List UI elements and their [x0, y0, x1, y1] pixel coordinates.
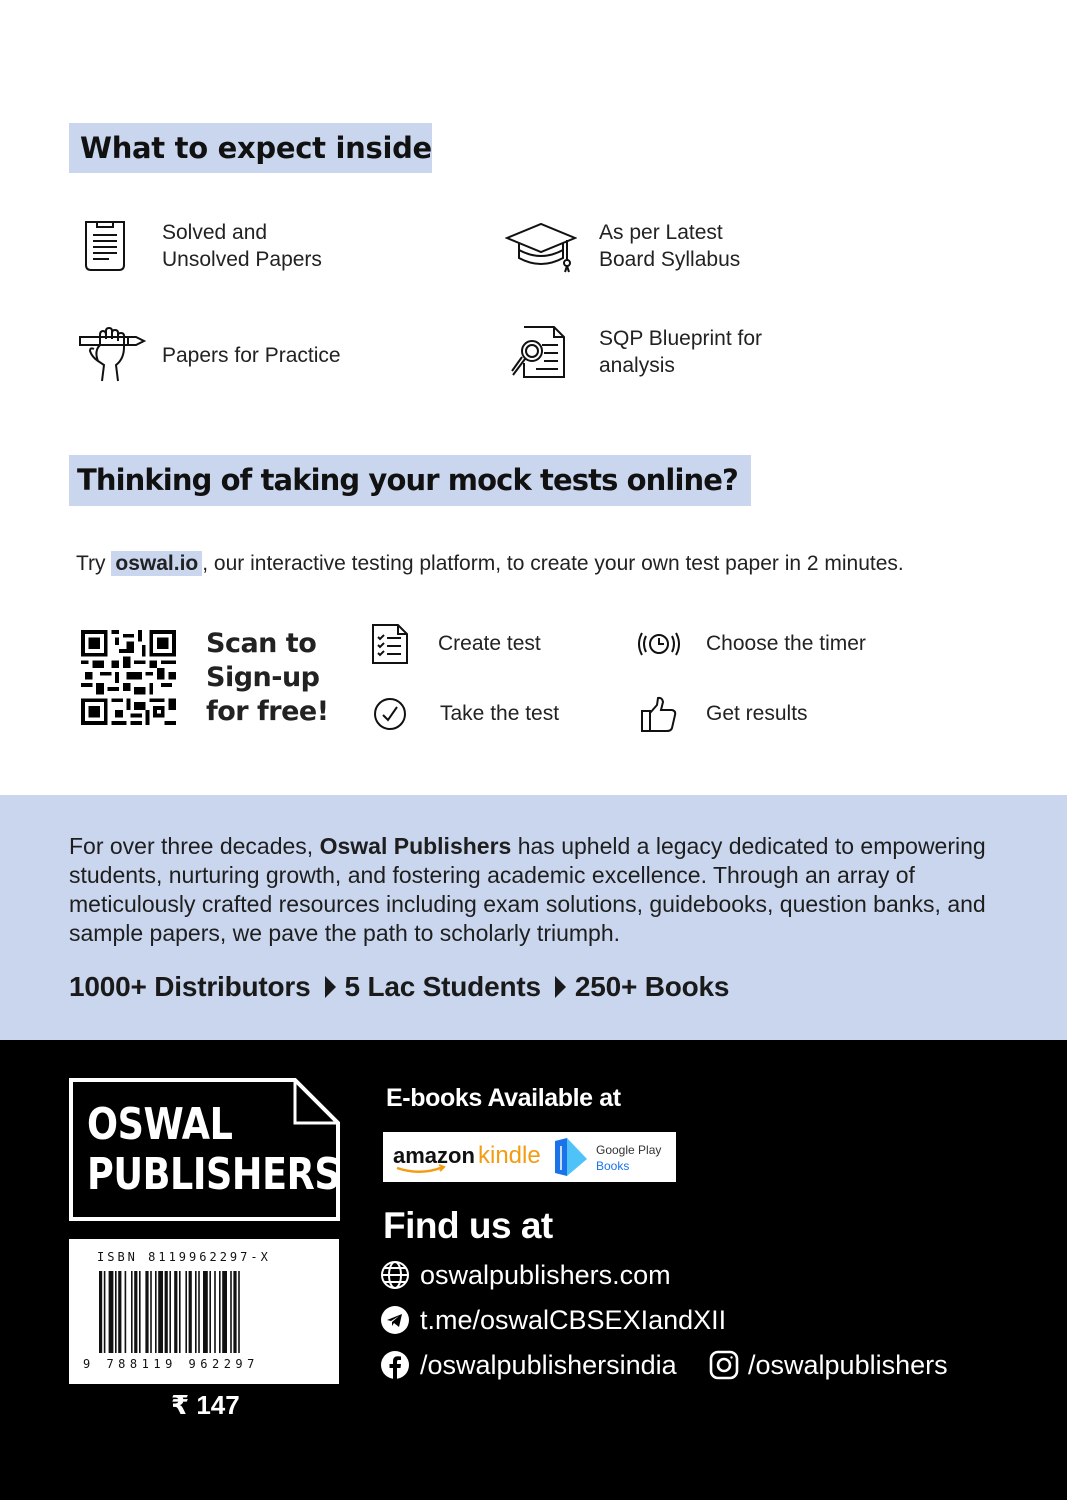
- telegram-url[interactable]: t.me/oswalCBSEXIandXII: [420, 1304, 727, 1335]
- stat-students: 5 Lac Students: [344, 971, 541, 1002]
- logo-text: OSWAL PUBLISHERS: [87, 1099, 341, 1200]
- svg-text:amazon: amazon: [393, 1143, 475, 1168]
- qr-code[interactable]: [80, 630, 177, 725]
- step-take-test: [372, 692, 559, 736]
- feature-sqp-blueprint: [510, 322, 762, 382]
- barcode-bar: [185, 1271, 187, 1353]
- step-create-test: [370, 622, 541, 666]
- section-heading-expect: What to expect inside: [69, 123, 432, 173]
- facebook-link[interactable]: [380, 1347, 677, 1383]
- document-icon: [82, 216, 162, 276]
- barcode-bar: [233, 1271, 236, 1353]
- ebook-stores: [383, 1132, 676, 1182]
- step-label: Get results: [706, 702, 808, 725]
- try-platform-text: [76, 548, 904, 580]
- stat-books: 250+ Books: [574, 971, 730, 1002]
- barcode-bar: [189, 1271, 192, 1353]
- thumbs-up-icon: [640, 692, 706, 736]
- isbn-text: ISBN 8119962297-X: [97, 1250, 271, 1264]
- feature-label: As per Latest Board Syllabus: [599, 221, 741, 271]
- svg-text:kindle: kindle: [478, 1142, 541, 1169]
- checklist-icon: [370, 622, 438, 666]
- barcode-bar: [222, 1271, 227, 1353]
- instagram-handle[interactable]: /oswalpublishers: [748, 1349, 948, 1380]
- price: ₹ 147: [171, 1390, 240, 1420]
- barcode-bar: [165, 1271, 168, 1353]
- magnifier-document-icon: [510, 322, 599, 382]
- instagram-icon: [708, 1347, 748, 1383]
- website-link[interactable]: [380, 1257, 671, 1293]
- barcode-bar: [174, 1271, 177, 1353]
- barcode-bar: [99, 1271, 102, 1353]
- amazon-kindle-logo[interactable]: [393, 1142, 541, 1172]
- stat-distributors: 1000+ Distributors: [69, 971, 311, 1002]
- barcode-bar: [139, 1271, 141, 1353]
- barcode-bar: [214, 1271, 216, 1353]
- globe-icon: [380, 1257, 420, 1293]
- triangle-right-icon: [555, 976, 566, 998]
- publisher-logo: [69, 1078, 341, 1222]
- step-choose-timer: [636, 622, 866, 666]
- barcode-bar: [115, 1271, 117, 1353]
- section-heading-online: Thinking of taking your mock tests online?: [69, 455, 751, 506]
- barcode-bar: [179, 1271, 181, 1353]
- svg-text:Google Play: Google Play: [596, 1143, 662, 1157]
- barcode-bar: [219, 1271, 221, 1353]
- brand-name: Oswal Publishers: [319, 833, 512, 859]
- step-get-results: [640, 692, 808, 736]
- barcode-bar: [238, 1271, 240, 1353]
- barcode-bar: [209, 1271, 211, 1353]
- feature-label: Papers for Practice: [162, 343, 341, 367]
- barcode-digits: 9 788119 962297: [83, 1357, 259, 1371]
- feature-label: SQP Blueprint for analysis: [599, 327, 763, 377]
- svg-text:Books: Books: [596, 1159, 630, 1173]
- barcode-bar: [203, 1271, 208, 1353]
- isbn-barcode: [69, 1239, 339, 1384]
- barcode-bar: [118, 1271, 121, 1353]
- step-label: Take the test: [440, 702, 560, 725]
- barcode-bar: [104, 1271, 106, 1353]
- telegram-link[interactable]: [380, 1302, 726, 1338]
- barcode-bar: [230, 1271, 232, 1353]
- barcode-bar: [155, 1271, 157, 1353]
- about-text: For over three decades, Oswal Publishers has upheld a legacy dedicated to empowering students, nurturing growth, and fostering academic excellence. Through an array of meticulously crafted resources including exam solutions, guidebooks, question banks, and sample papers, we pave the path to scholarly triumph.: [69, 833, 986, 946]
- instagram-link[interactable]: [708, 1347, 948, 1383]
- scan-signup-text: Scan to Sign-up for free!: [206, 628, 329, 727]
- barcode-bar: [131, 1271, 133, 1353]
- google-play-books-logo[interactable]: [555, 1138, 661, 1176]
- barcode-bar: [109, 1271, 114, 1353]
- barcode-bar: [150, 1271, 152, 1353]
- feature-solved-papers: [82, 216, 322, 276]
- barcode-bar: [198, 1271, 200, 1353]
- triangle-right-icon: [325, 976, 336, 998]
- barcode-bar: [195, 1271, 197, 1353]
- check-circle-icon: [372, 692, 440, 736]
- ebooks-title: E-books Available at: [386, 1084, 621, 1112]
- oswal-io-link[interactable]: oswal.io: [111, 551, 202, 576]
- step-label: Create test: [438, 632, 541, 655]
- barcode-bar: [125, 1271, 127, 1353]
- barcode-bar: [145, 1271, 148, 1353]
- find-us-title: Find us at: [383, 1205, 553, 1246]
- feature-practice-papers: [78, 325, 341, 385]
- feature-label: Solved and Unsolved Papers: [162, 221, 322, 271]
- barcode-bar: [158, 1271, 163, 1353]
- feature-latest-syllabus: [505, 216, 740, 276]
- graduation-cap-icon: [505, 216, 599, 276]
- telegram-icon: [380, 1302, 420, 1338]
- try-suffix: , our interactive testing platform, to create your own test paper in 2 minutes.: [202, 552, 904, 575]
- timer-icon: [636, 622, 706, 666]
- barcode-bar: [169, 1271, 171, 1353]
- footer: [0, 1040, 1067, 1500]
- stats-row: [69, 971, 729, 1003]
- facebook-icon: [380, 1347, 420, 1383]
- try-prefix: Try: [76, 552, 112, 575]
- barcode-bar: [134, 1271, 137, 1353]
- step-label: Choose the timer: [706, 632, 866, 655]
- about-section: [0, 795, 1067, 1040]
- hand-pencil-icon: [78, 325, 162, 385]
- website-url[interactable]: oswalpublishers.com: [420, 1259, 671, 1290]
- facebook-handle[interactable]: /oswalpublishersindia: [420, 1349, 677, 1380]
